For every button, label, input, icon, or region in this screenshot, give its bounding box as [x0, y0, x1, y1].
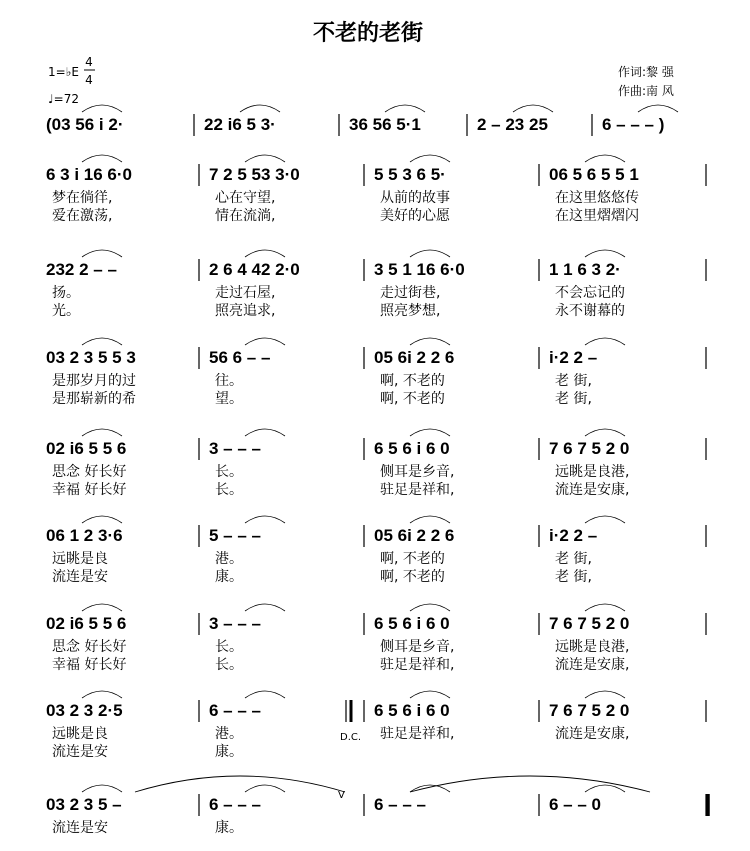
slur	[410, 429, 450, 436]
measure-notes: 6 – – –	[209, 795, 261, 814]
lyric-line: 光。	[52, 303, 80, 319]
slur	[245, 691, 285, 698]
lyric-line: 康。	[215, 569, 243, 585]
lyric-line: 永不谢幕的	[555, 303, 625, 319]
lyric-line: 远眺是良港,	[555, 639, 630, 655]
slur	[585, 785, 625, 792]
lyric-line: 望。	[215, 391, 243, 407]
measure-notes: 02 i6 5 5 6	[46, 614, 127, 633]
lyric-line: 侧耳是乡音,	[380, 464, 455, 480]
lyric-line: 老 街,	[555, 551, 592, 567]
dc-marking: D.C.	[340, 732, 362, 743]
lyric-line: 啊, 不老的	[380, 551, 445, 567]
measure-notes: 7 6 7 5 2 0	[549, 439, 630, 458]
measure-notes: 5 5 3 6 5·	[374, 165, 446, 184]
measure-notes: 22 i6 5 3·	[204, 115, 276, 134]
slur	[513, 105, 553, 112]
measure-notes: 7 6 7 5 2 0	[549, 701, 630, 720]
measure-notes: 2 – 23 25	[477, 115, 548, 134]
lyric-line: 从前的故事	[380, 190, 450, 206]
lyric-line: 长。	[215, 639, 243, 655]
slur	[245, 604, 285, 611]
lyric-line: 老 街,	[555, 391, 592, 407]
lyric-line: 康。	[215, 744, 243, 760]
slur	[82, 604, 122, 611]
time-signature-top: 4	[85, 55, 93, 69]
slur	[82, 250, 122, 257]
key-signature: 1=♭E	[48, 65, 79, 79]
lyric-line: 侧耳是乡音,	[380, 639, 455, 655]
measure-notes: 02 i6 5 5 6	[46, 439, 127, 458]
measure-notes: 2 6 4 42 2·0	[209, 260, 300, 279]
lyric-line: 流连是安	[52, 744, 108, 760]
slur	[410, 691, 450, 698]
slur	[585, 516, 625, 523]
slur	[245, 785, 285, 792]
slur	[82, 338, 122, 345]
lyric-line: 啊, 不老的	[380, 569, 445, 585]
lyric-line: 往。	[215, 373, 243, 389]
lyric-line: 爱在激荡,	[52, 208, 113, 224]
slur	[82, 155, 122, 162]
breath-mark: V	[338, 790, 345, 801]
slur	[410, 338, 450, 345]
lyric-line: 是那岁月的过	[52, 373, 136, 389]
lyric-line: 远眺是良	[52, 726, 108, 742]
slur	[585, 155, 625, 162]
lyric-line: 思念 好长好	[52, 464, 127, 480]
slur	[245, 429, 285, 436]
time-signature-bottom: 4	[85, 73, 93, 87]
lyric-line: 照亮梦想,	[380, 303, 441, 319]
measure-notes: 6 – – –	[374, 795, 426, 814]
slur	[82, 691, 122, 698]
lyric-line: 在这里悠悠传	[555, 190, 639, 206]
tempo-marking: ♩=72	[48, 92, 79, 106]
measure-notes: 06 1 2 3·6	[46, 526, 123, 545]
slur	[82, 785, 122, 792]
measure-notes: i·2 2 –	[549, 348, 598, 367]
lyric-line: 远眺是良港,	[555, 464, 630, 480]
measure-notes: 06 5 6 5 5 1	[549, 165, 639, 184]
lyric-line: 幸福 好长好	[52, 657, 127, 673]
measure-notes: i·2 2 –	[549, 526, 598, 545]
lyric-line: 港。	[215, 551, 243, 567]
measure-notes: 6 5 6 i 6 0	[374, 614, 450, 633]
measure-notes: 56 6 – –	[209, 348, 271, 367]
measure-notes: 3 5 1 16 6·0	[374, 260, 465, 279]
lyric-line: 驻足是祥和,	[380, 657, 455, 673]
measure-notes: 6 5 6 i 6 0	[374, 701, 450, 720]
slur	[638, 105, 678, 112]
lyric-line: 流连是安康,	[555, 657, 630, 673]
lyric-line: 在这里熠熠闪	[555, 208, 639, 224]
lyric-line: 扬。	[52, 285, 80, 301]
lyric-line: 老 街,	[555, 569, 592, 585]
staff-systems	[46, 105, 708, 836]
measure-notes: 6 – – 0	[549, 795, 601, 814]
measure-notes: 1 1 6 3 2·	[549, 260, 621, 279]
slur	[82, 429, 122, 436]
measure-notes: 3 – – –	[209, 439, 261, 458]
measure-notes: 7 6 7 5 2 0	[549, 614, 630, 633]
measure-notes: 05 6i 2 2 6	[374, 526, 455, 545]
measure-notes: 03 2 3 5 –	[46, 795, 122, 814]
measure-notes: 7 2 5 53 3·0	[209, 165, 300, 184]
composer-credit: 作曲:南 风	[618, 84, 674, 98]
measure-notes: 36 56 5·1	[349, 115, 421, 134]
lyric-line: 心在守望,	[215, 190, 276, 206]
lyric-line: 长。	[215, 482, 243, 498]
slur	[245, 250, 285, 257]
measure-notes: 6 – – – )	[602, 115, 665, 134]
measure-notes: 6 3 i 16 6·0	[46, 165, 133, 184]
slur	[245, 338, 285, 345]
lyric-line: 啊, 不老的	[380, 391, 445, 407]
lyric-line: 情在流淌,	[215, 208, 276, 224]
measure-notes: 6 5 6 i 6 0	[374, 439, 450, 458]
lyric-line: 流连是安	[52, 569, 108, 585]
lyric-line: 啊, 不老的	[380, 373, 445, 389]
lyric-line: 长。	[215, 464, 243, 480]
lyric-line: 美好的心愿	[380, 208, 450, 224]
slur	[585, 604, 625, 611]
lyric-line: 不会忘记的	[555, 285, 625, 301]
lyric-line: 梦在徜徉,	[52, 190, 113, 206]
song-title: 不老的老街	[312, 21, 424, 46]
slur	[585, 250, 625, 257]
measure-notes: 3 – – –	[209, 614, 261, 633]
lyric-line: 走过街巷,	[380, 285, 441, 301]
slur	[410, 785, 450, 792]
measure-notes: 5 – – –	[209, 526, 261, 545]
measure-notes: 05 6i 2 2 6	[374, 348, 455, 367]
lyric-line: 思念 好长好	[52, 639, 127, 655]
measure-notes: 03 2 3 2·5	[46, 701, 123, 720]
measure-notes: 232 2 – –	[46, 260, 117, 279]
slur	[585, 429, 625, 436]
measure-notes: 6 – – –	[209, 701, 261, 720]
lyric-line: 康。	[215, 820, 243, 836]
slur	[82, 516, 122, 523]
lyric-line: 流连是安康,	[555, 482, 630, 498]
lyric-line: 是那崭新的希	[52, 391, 136, 407]
slur	[82, 105, 122, 112]
slur	[410, 604, 450, 611]
lyric-line: 走过石屋,	[215, 285, 276, 301]
lyric-line: 照亮追求,	[215, 303, 276, 319]
slur	[410, 155, 450, 162]
lyric-line: 流连是安	[52, 820, 108, 836]
lyric-line: 远眺是良	[52, 551, 108, 567]
slur	[585, 338, 625, 345]
slur	[240, 105, 280, 112]
lyric-line: 港。	[215, 726, 243, 742]
lyric-line: 长。	[215, 657, 243, 673]
slur	[410, 516, 450, 523]
slur	[245, 155, 285, 162]
tie-arc	[135, 776, 345, 792]
lyric-line: 幸福 好长好	[52, 482, 127, 498]
lyric-line: 驻足是祥和,	[380, 482, 455, 498]
lyric-line: 老 街,	[555, 373, 592, 389]
slur	[245, 516, 285, 523]
measure-notes: (03 56 i 2·	[46, 115, 124, 134]
measure-notes: 03 2 3 5 5 3	[46, 348, 136, 367]
slur	[585, 691, 625, 698]
slur	[410, 250, 450, 257]
lyric-line: 驻足是祥和,	[380, 726, 455, 742]
lyric-line: 流连是安康,	[555, 726, 630, 742]
slur	[385, 105, 425, 112]
lyricist-credit: 作词:黎 强	[618, 65, 674, 79]
